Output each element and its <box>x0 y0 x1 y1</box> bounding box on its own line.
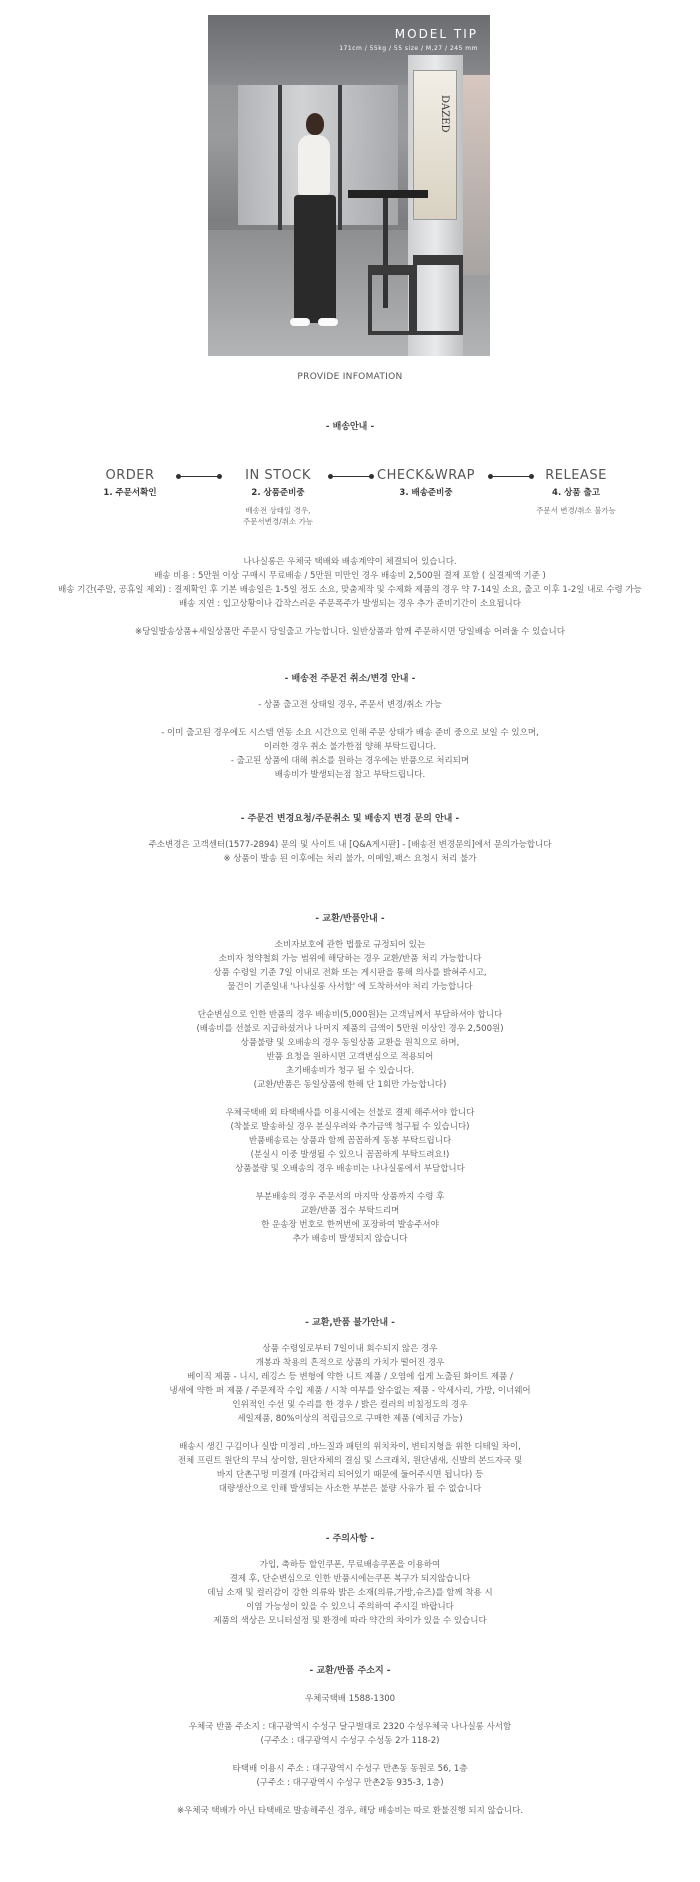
poster-text: DAZED <box>439 95 450 133</box>
step-release <box>506 468 646 516</box>
same-day-notice: ※당일발송상품+세일상품만 주문시 당일출고 가능합니다. 일반상품과 함께 주문하시면 당일배송 어려울 수 있습니다 <box>135 627 565 637</box>
shipping-steps <box>0 468 700 538</box>
step-desc: 주문서 변경/취소 불가능 <box>536 506 616 515</box>
exchange-info: 소비자보호에 관한 법률로 규정되어 있는 소비자 청약철회 가능 범위에 해당하는 경우 교환/반품 처리 가능합니다 상품 수령일 기준 7일 이내로 전화 또는 게시판을 통해 의사를 밝혀주시고, 물건이 기준일내 '나나실롱 사서함' 에 도착하셔야 처리 가능합니다 단순변심으로 인한 반품의 경우 배송비(5,000원)는 고객님께서 부담하셔야 합니다 (배송비를 선불로 지급하셨거나 나머지 제품의 금액이 5만원 이상인 경우 2,500원) 상품불량 및 오배송의 경우 동일상품 교환을 원칙으로 하며, 반품 요청을 원하시면 고객변심으로 적용되어 초기배송비가 청구 될 수 있습니다. (교환/반품은 동일상품에 한해 단 1회만 가능합니다) 우체국택배 외 타택배사를 이용시에는 선불로 결제 해주셔야 합니다 (착불로 발송하실 경우 분실우려와 추가금액 청구될 수 있습니다) 반품배송료는 상품과 함께 꼼꼼하게 동봉 부탁드립니다 (분실시 이중 발생될 수 있으니 꼼꼼하게 부탁드려요!) 상품불량 및 오배송의 경우 배송비는 나나실롱에서 부담합니다 부분배송의 경우 주문서의 마지막 상품까지 수령 후 교환/반품 접수 부탁드리며 한 운송장 번호로 한꺼번에 포장하여 발송주셔야 추가 배송비 발생되지 않습니다 <box>196 940 504 1244</box>
unavailable-heading: - 교환,반품 불가안내 - <box>305 1318 395 1328</box>
model-tip-specs: 171cm / 55kg / 55 size / M,27 / 245 mm <box>339 45 478 52</box>
inquiry-heading: - 주문건 변경요청/주문취소 및 배송지 변경 문의 안내 - <box>240 814 460 824</box>
step-in-stock <box>208 468 348 527</box>
caution-heading: - 주의사항 - <box>325 1534 375 1544</box>
exchange-heading: - 교환/반품안내 - <box>315 914 385 924</box>
return-address-heading: - 교환/반품 주소지 - <box>309 1666 391 1676</box>
return-address-info: 우체국택배 1588-1300 우체국 반품 주소지 : 대구광역시 수성구 달구벌대로 2320 수성우체국 나나실롱 사서함 (구주소 : 대구광역시 수성구 수성동 2가 118-2) 타택배 이용시 주소 : 대구광역시 수성구 만촌동 동원로 56, 1층 (구주소 : 대구광역시 수성구 만촌2동 935-3, 1층) ※우체국 택배가 아닌 타택배로 발송해주신 경우, 해당 배송비는 따로 환불진행 되지 않습니다. <box>0 1692 700 1818</box>
model-photo <box>208 15 490 356</box>
step-en: IN STOCK <box>245 468 311 483</box>
cancel-heading: - 배송전 주문건 취소/변경 안내 - <box>284 674 416 684</box>
unavailable-info: 상품 수령일로부터 7일이내 회수되지 않은 경우 개봉과 착용의 흔적으로 상품의 가치가 떨어진 경우 베이직 제품 - 니시, 레깅스 등 변형에 약한 니트 제품 / 오염에 쉽게 노출된 화이트 제품 / 냉새에 약한 퍼 제품 / 주문제작 수입 제품 / 시착 여부를 알수없는 제품 - 악세사리, 가방, 이너웨어 인위적인 수선 및 수리를 한 경우 / 밝은 컬러의 비침정도의 경우 세일제품, 80%이상의 적립금으로 구매한 제품 (예치금 가능) 배송시 생긴 구김이나 실밥 미정리 ,바느질과 패턴의 위치차이, 변티지형을 위한 디테일 차이, 전체 프린트 원단의 무늬 상이함, 원단자체의 결심 및 스크래치, 원단냄새, 신발의 본드자국 및 바지 단촌구멍 미결개 (마감처리 되어있기 때문에 둘어주시면 됩니다) 등 대량생산으로 인해 발생되는 사소한 부분은 불량 사유가 될 수 없습니다 <box>169 1344 531 1494</box>
step-ko: 4. 상품 출고 <box>552 488 600 498</box>
provide-information-label: PROVIDE INFOMATION <box>297 372 403 382</box>
step-en: ORDER <box>105 468 155 483</box>
step-check-wrap <box>356 468 496 499</box>
step-ko: 1. 주문서확인 <box>103 488 157 498</box>
model-tip-title: MODEL TIP <box>394 27 478 41</box>
step-en: RELEASE <box>545 468 607 483</box>
step-ko: 3. 배송준비중 <box>399 488 453 498</box>
cancel-info: - 상품 출고전 상태일 경우, 주문서 변경/취소 가능 - 이미 출고된 경우에도 시스템 연동 소요 시간으로 인해 주문 상태가 배송 준비 중으로 보일 수 있으며, 이러한 경우 취소 불가한점 양해 부탁드립니다. - 출고된 상품에 대해 취소를 원하는 경우에는 반품으로 처리되며 배송비가 발생되는점 참고 부탁드립니다. <box>161 700 539 780</box>
return-notice: ※우체국 택배가 아닌 타택배로 발송해주신 경우, 해당 배송비는 따로 환불진행 되지 않습니다. <box>176 1806 524 1816</box>
caution-info: 가입, 축하등 할인쿠폰, 무료배송쿠폰을 이용하여 결제 후, 단순변심으로 인한 반품시에는쿠폰 복구가 되지않습니다 데님 소재 및 컬러감이 강한 의류와 밝은 소재(의류,가방,슈즈)를 함께 착용 시 이염 가능성이 있을 수 있으니 주의하여 주시길 바랍니다 제품의 색상은 모니터설정 및 환경에 따라 약간의 차이가 있을 수 있습니다 <box>207 1560 493 1626</box>
inquiry-info: 주소변경은 고객센터(1577-2894) 문의 및 사이트 내 [Q&A게시판] - [배송전 변경문의]에서 문의가능합니다 ※ 상품이 발송 된 이후에는 처리 불가, 이메일,팩스 요청시 처리 불가 <box>148 840 552 864</box>
step-order <box>60 468 200 499</box>
step-en: CHECK&WRAP <box>377 468 475 483</box>
step-ko: 2. 상품준비중 <box>251 488 305 498</box>
shipping-heading: - 배송안내 - <box>325 422 375 432</box>
shipping-info: 나나실롱은 우체국 택배와 배송계약이 체결되어 있습니다. 배송 비용 : 5만원 이상 구매시 무료배송 / 5만원 미만인 경우 배송비 2,500원 결제 포함 ( 실결제액 기준 ) 배송 기간(주말, 공휴일 제외) : 결제확인 후 기본 배송일은 1-5일 정도 소요, 맞춤제작 및 수제화 제품의 경우 약 7-14일 소요, 출고 이후 1-2일 내로 수령 가능 배송 지연 : 입고상황이나 갑작스러운 주문폭주가 발생되는 경우 추가 준비기간이 소요됩니다 ※당일발송상품+세일상품만 주문시 당일출고 가능합니다. 일반상품과 함께 주문하시면 당일배송 어려울 수 있습니다 <box>0 555 700 639</box>
step-desc: 배송전 상태일 경우, 주문서변경/취소 가능 <box>242 506 314 526</box>
